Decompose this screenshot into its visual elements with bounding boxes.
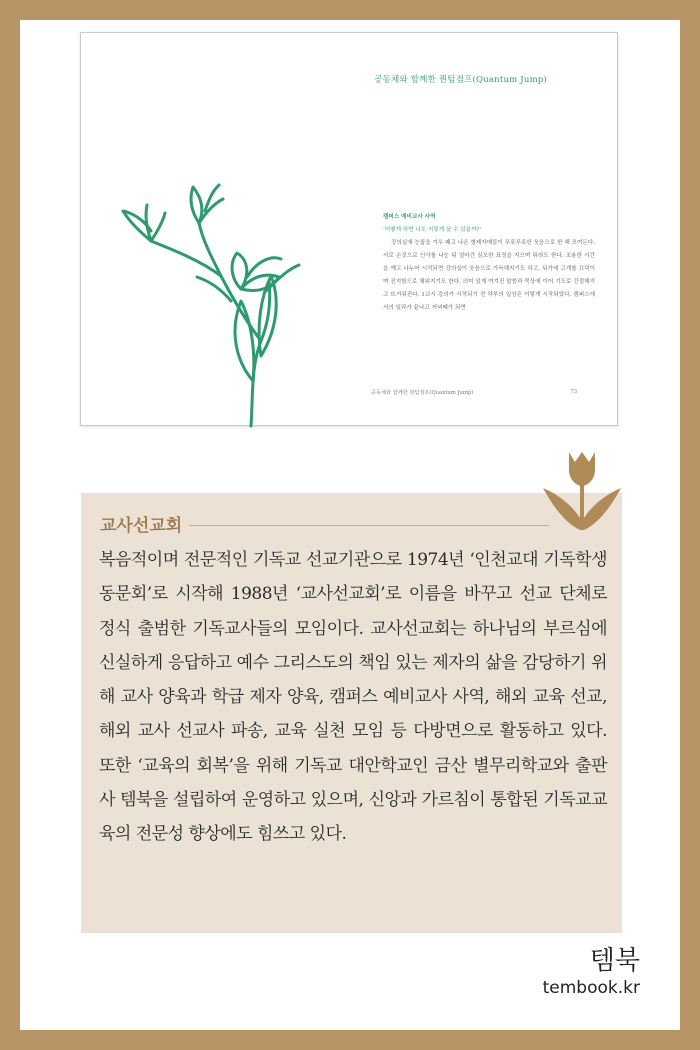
box-title: 교사선교회 [100, 516, 183, 536]
folio-page-number: 73 [570, 389, 577, 395]
excerpt-body: 강의실에 눈꼽을 겨우 떼고 나온 형제자매들이 푸릇푸릇한 웃음으로 한 해 모여든다. 서로 손짓으로 인사를 나눈 뒤 얼마간 심오한 표정을 지으며 뭐라도 한다. 조용한 시간을 깨고 나누어 시작되면 강의실이 웃음으로 가득해지기도 하고, 뒤가에 고개를 끄덕이며 진지함으로 채워지기도 한다. 의미 있게 여겨진 말씀과 묵상에 이어 기도로 간절해지고 뜨거워진다. 1교시 강의가 시작되기 전 하루의 일상은 이렇게 시작되었다. 캠퍼스에서의 일과가 끝나고 저녁때가 되면 [383, 240, 595, 311]
brand-url[interactable]: tembook.kr [542, 978, 640, 998]
book-folio [371, 389, 577, 396]
title-rule [189, 525, 549, 526]
book-page-image [80, 32, 618, 426]
brand-name: 템북 [589, 946, 640, 976]
book-running-header: 공동체와 함께한 퀀텀점프(Quantum Jump) [374, 75, 547, 85]
folio-title: 공동체와 함께한 퀀텀점프(Quantum Jump) [371, 390, 474, 396]
description-box [81, 493, 622, 933]
flower-illustration [111, 181, 301, 431]
tulip-icon [537, 448, 627, 534]
box-body: 복음적이며 전문적인 기독교 선교기관으로 1974년 ‘인천교대 기독학생 동문회’로 시작해 1988년 ‘교사선교회’로 이름을 바꾸고 선교 단체로 정식 출범한 기독교사들의 모임이다. 교사선교회는 하나님의 부르심에 신실하게 응답하고 예수 그리스도의 책임 있는 제자의 삶을 감당하기 위해 교사 양육과 학급 제자 양육, 캠퍼스 예비교사 사역, 해외 교육 선교, 해외 교사 선교사 파송, 교육 실천 모임 등 다방면으로 활동하고 있다. 또한 ‘교육의 회복’을 위해 기독교 대안학교인 금산 별무리학교와 출판사 템북을 설립하여 운영하고 있으며, 신앙과 가르침이 통합된 기독교교육의 전문성 향상에도 힘쓰고 있다. [99, 550, 607, 845]
book-excerpt [383, 211, 595, 315]
excerpt-subtitle: 캠퍼스 예비교사 사역 [383, 214, 436, 220]
excerpt-quote: ‘어떻게 하면 나도 저렇게 살 수 있을까?’ [383, 227, 482, 233]
